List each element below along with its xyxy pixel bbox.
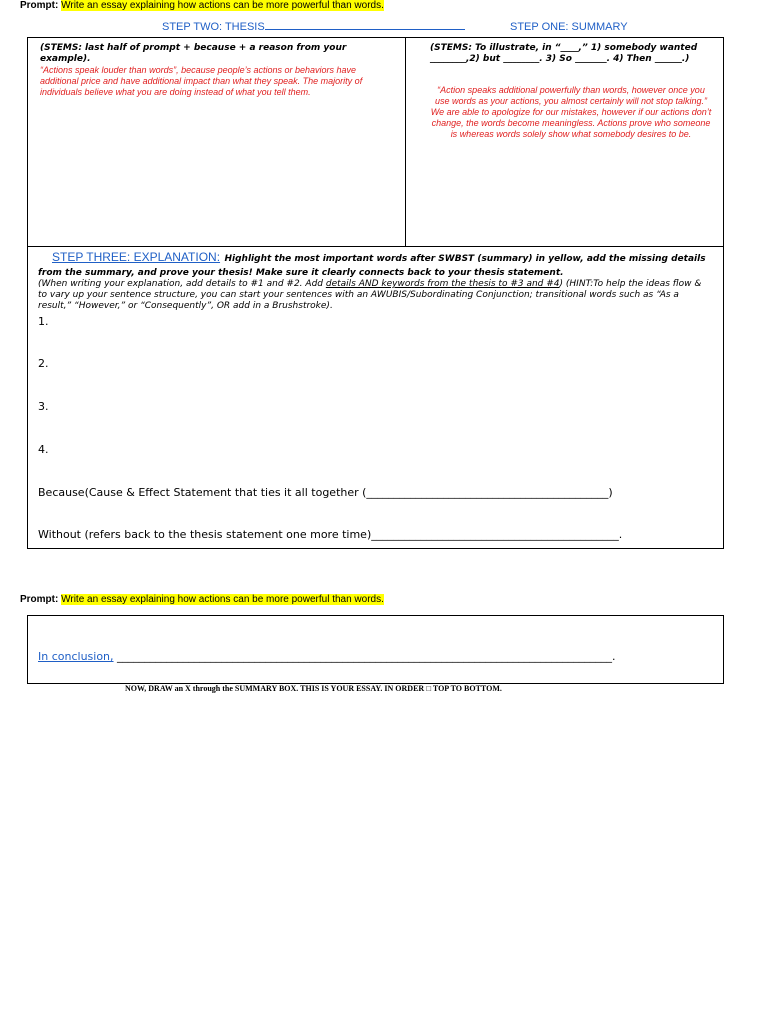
column-divider (405, 38, 406, 246)
explanation-instructions (38, 251, 706, 279)
step-one-heading-text: STEP ONE: SUMMARY (510, 21, 628, 33)
step-one-heading (510, 21, 628, 33)
explanation-cell (38, 251, 706, 312)
step-three-heading: STEP THREE: EXPLANATION: (52, 250, 221, 264)
item-2-label: 2. (38, 357, 49, 370)
prompt-text-2: Write an essay explaining how actions can be more powerful than words. (61, 594, 384, 605)
conclusion-lead: In conclusion, (38, 650, 114, 663)
final-instruction-note: NOW, DRAW an X through the SUMMARY BOX. THIS IS YOUR ESSAY. IN ORDER □ TOP TO BOTTOM. (125, 684, 502, 693)
prompt-label-2: Prompt: (20, 594, 59, 605)
prompt-text: Write an essay explaining how actions can be more powerful than words. (61, 0, 384, 11)
step-two-heading (162, 21, 465, 33)
step-two-heading-text: STEP TWO: THESIS (162, 21, 265, 33)
prompt-line-bottom (20, 594, 384, 606)
item-1-label: 1. (38, 315, 49, 328)
note-part-2: ) (HINT:To help the ideas flow & to vary up your sentence structure, you can start your sentences with an AWUBIS/Subordinating Conjunction; transitional words such as “As a result,” “However,” or “Consequently”, OR add in a Brushstroke). (38, 279, 702, 311)
note-part-1: (When writing your explanation, add details to #1 and #2. Add (38, 279, 326, 289)
step-two-heading-rule (265, 29, 465, 30)
thesis-cell[interactable] (40, 43, 396, 98)
prompt-label: Prompt: (20, 0, 59, 11)
conclusion-line[interactable] (38, 650, 616, 663)
prompt-line-top (20, 0, 384, 12)
without-line[interactable]: Without (refers back to the thesis statement one more time)_____________________________________________. (38, 528, 623, 541)
item-3-label: 3. (38, 400, 49, 413)
thesis-answer: “Actions speak louder than words”, because people’s actions or behaviors have additional price and have additional impact than what they speak. The majority of individuals believe what you are doing instead of what you tell them. (40, 65, 363, 97)
main-worksheet-box (27, 37, 724, 549)
item-4-label: 4. (38, 443, 49, 456)
because-line[interactable]: Because(Cause & Effect Statement that ties it all together (____________________________________________) (38, 486, 613, 499)
thesis-stems: (STEMS: last half of prompt + because + a reason from your example). (40, 43, 347, 64)
summary-cell[interactable] (430, 43, 712, 140)
step-three-note (38, 279, 706, 312)
summary-stems: (STEMS: To illustrate, in “____,” 1) somebody wanted ________,2) but ________. 3) So _______. 4) Then ______.) (430, 43, 698, 64)
row-divider (28, 246, 723, 247)
summary-answer: “Action speaks additional powerfully than words, however once you use words as your actions, you almost certainly will not stop talking.” We are able to apologize for our mistakes, however if our actions don’t change, the words become meaningless. Actions prove who someone is whereas words solely show what somebody desires to be. (430, 85, 712, 139)
conclusion-blank: __________________________________________________________________________________________. (113, 650, 616, 663)
step-three-bold-instruction: Highlight the most important words after SWBST (summary) in yellow, add the missing details from the summary, and prove your thesis! Make sure it clearly connects back to your thesis statement. (38, 254, 706, 278)
note-underlined: details AND keywords from the thesis to #3 and #4 (325, 279, 560, 289)
